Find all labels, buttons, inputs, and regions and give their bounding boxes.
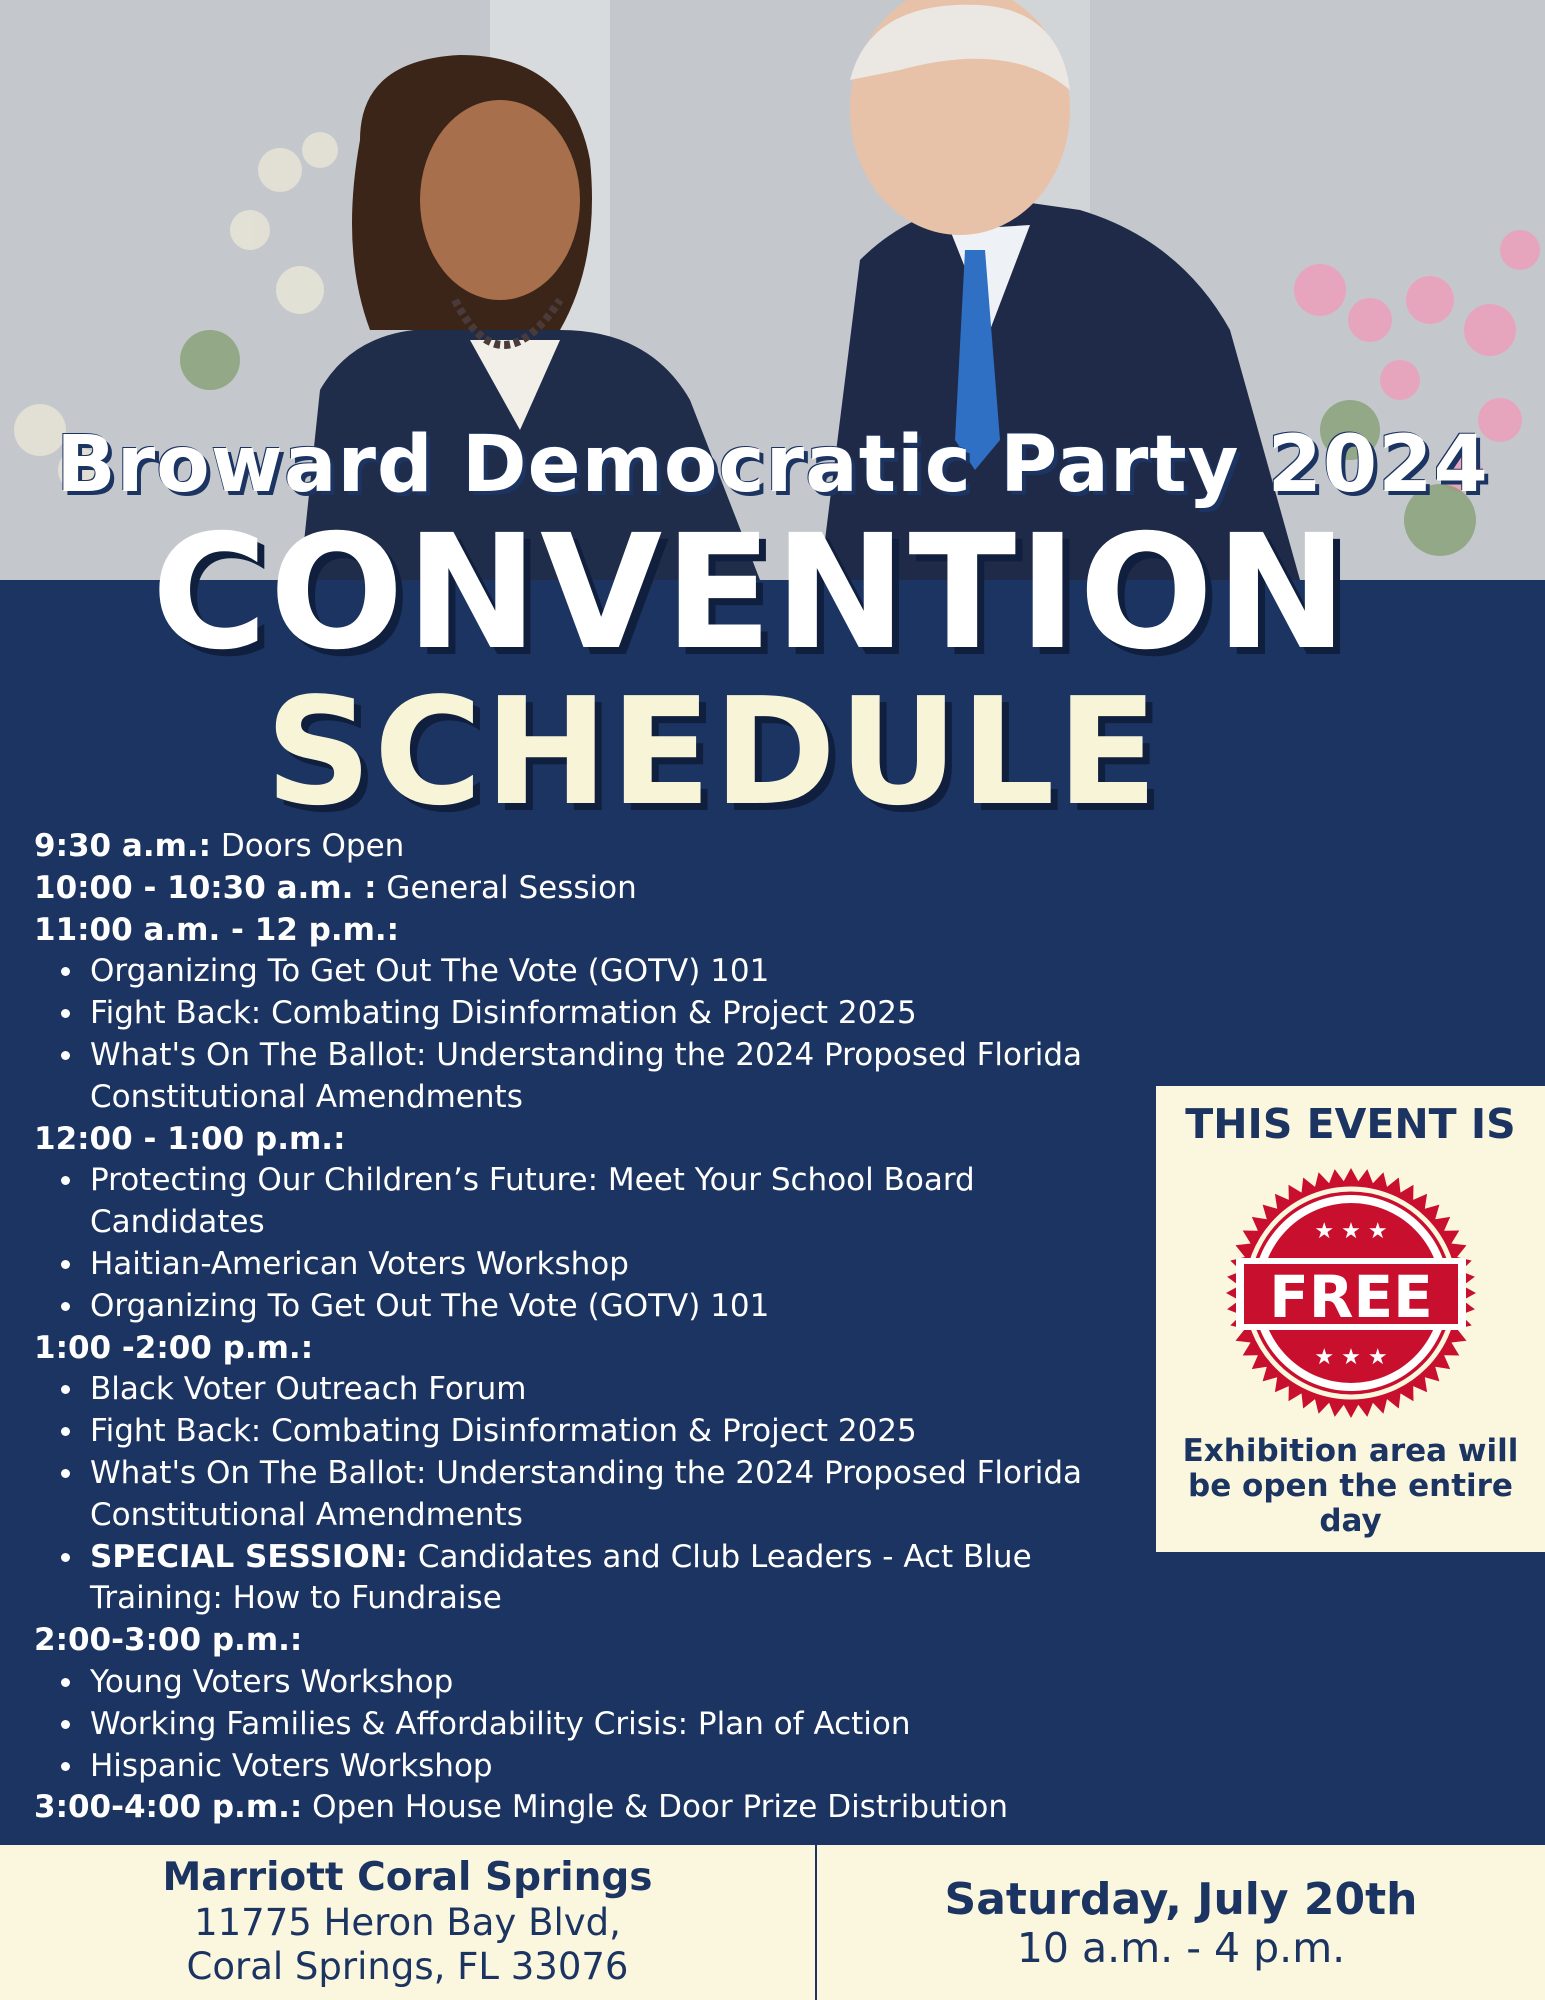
venue-address-line2: Coral Springs, FL 33076 (186, 1945, 629, 1988)
schedule-block (34, 826, 1124, 868)
time-label: 2:00-3:00 p.m.: (34, 1622, 303, 1659)
schedule-block (34, 1119, 1124, 1161)
convention-title: CONVENTION (151, 501, 1350, 685)
session-list (34, 951, 1124, 1118)
session-item: Organizing To Get Out The Vote (GOTV) 101 (90, 1286, 1124, 1328)
free-badge-icon (1224, 1166, 1478, 1420)
session-item: Hispanic Voters Workshop (90, 1746, 1124, 1788)
party-title: Broward Democratic Party 2024 (56, 420, 1489, 510)
venue-name: Marriott Coral Springs (162, 1855, 653, 1900)
session-list (34, 1160, 1124, 1327)
session-text: Open House Mingle & Door Prize Distribution (302, 1789, 1009, 1826)
session-item: Protecting Our Children’s Future: Meet Your School Board Candidates (90, 1160, 1124, 1244)
schedule-list (34, 826, 1124, 1829)
exhibition-note: Exhibition area will be open the entire day (1182, 1433, 1519, 1539)
session-text: Doors Open (211, 828, 405, 864)
time-label: 9:30 a.m.: (34, 828, 212, 864)
event-date-info (817, 1875, 1545, 1971)
time-label: 1:00 -2:00 p.m.: (34, 1329, 314, 1366)
free-heading: THIS EVENT IS (1185, 1100, 1516, 1148)
venue-address-line1: 11775 Heron Bay Blvd, (194, 1901, 621, 1944)
schedule-block (34, 910, 1124, 952)
session-list (34, 1662, 1124, 1787)
time-label: 11:00 a.m. - 12 p.m.: (34, 911, 400, 948)
session-list (34, 1369, 1124, 1620)
event-hours: 10 a.m. - 4 p.m. (1016, 1924, 1346, 1972)
special-session-label: SPECIAL SESSION: (90, 1538, 409, 1575)
session-item: Haitian-American Voters Workshop (90, 1244, 1124, 1286)
time-label: 10:00 - 10:30 a.m. : (34, 869, 377, 906)
session-item: Fight Back: Combating Disinformation & Project 2025 (90, 1411, 1124, 1453)
free-event-box (1156, 1086, 1545, 1552)
schedule-block (34, 1787, 1124, 1829)
schedule-title: SCHEDULE (265, 666, 1160, 838)
special-session-text: Candidates and Club Leaders - Act Blue Training: How to Fundraise (90, 1538, 1032, 1617)
session-item: Organizing To Get Out The Vote (GOTV) 101 (90, 951, 1124, 993)
session-item: What's On The Ballot: Understanding the 2024 Proposed Florida Constitutional Amendments (90, 1035, 1124, 1119)
session-item: Working Families & Affordability Crisis: Plan of Action (90, 1704, 1124, 1746)
session-item: Black Voter Outreach Forum (90, 1369, 1124, 1411)
session-text: General Session (376, 869, 637, 906)
special-session-item (90, 1537, 1124, 1621)
session-item: Young Voters Workshop (90, 1662, 1124, 1704)
free-badge-label: FREE (1269, 1263, 1433, 1331)
svg-text:★ ★ ★: ★ ★ ★ (1314, 1219, 1388, 1244)
session-item: What's On The Ballot: Understanding the 2024 Proposed Florida Constitutional Amendments (90, 1453, 1124, 1537)
time-label: 12:00 - 1:00 p.m.: (34, 1120, 346, 1157)
time-label: 3:00-4:00 p.m.: (34, 1789, 303, 1826)
svg-text:★ ★ ★: ★ ★ ★ (1314, 1345, 1388, 1370)
footer (0, 1845, 1545, 2000)
schedule-block (34, 868, 1124, 910)
schedule-block (34, 1620, 1124, 1662)
event-date: Saturday, July 20th (944, 1874, 1418, 1925)
venue-info (0, 1855, 815, 1989)
schedule-block (34, 1328, 1124, 1370)
session-item: Fight Back: Combating Disinformation & Project 2025 (90, 993, 1124, 1035)
